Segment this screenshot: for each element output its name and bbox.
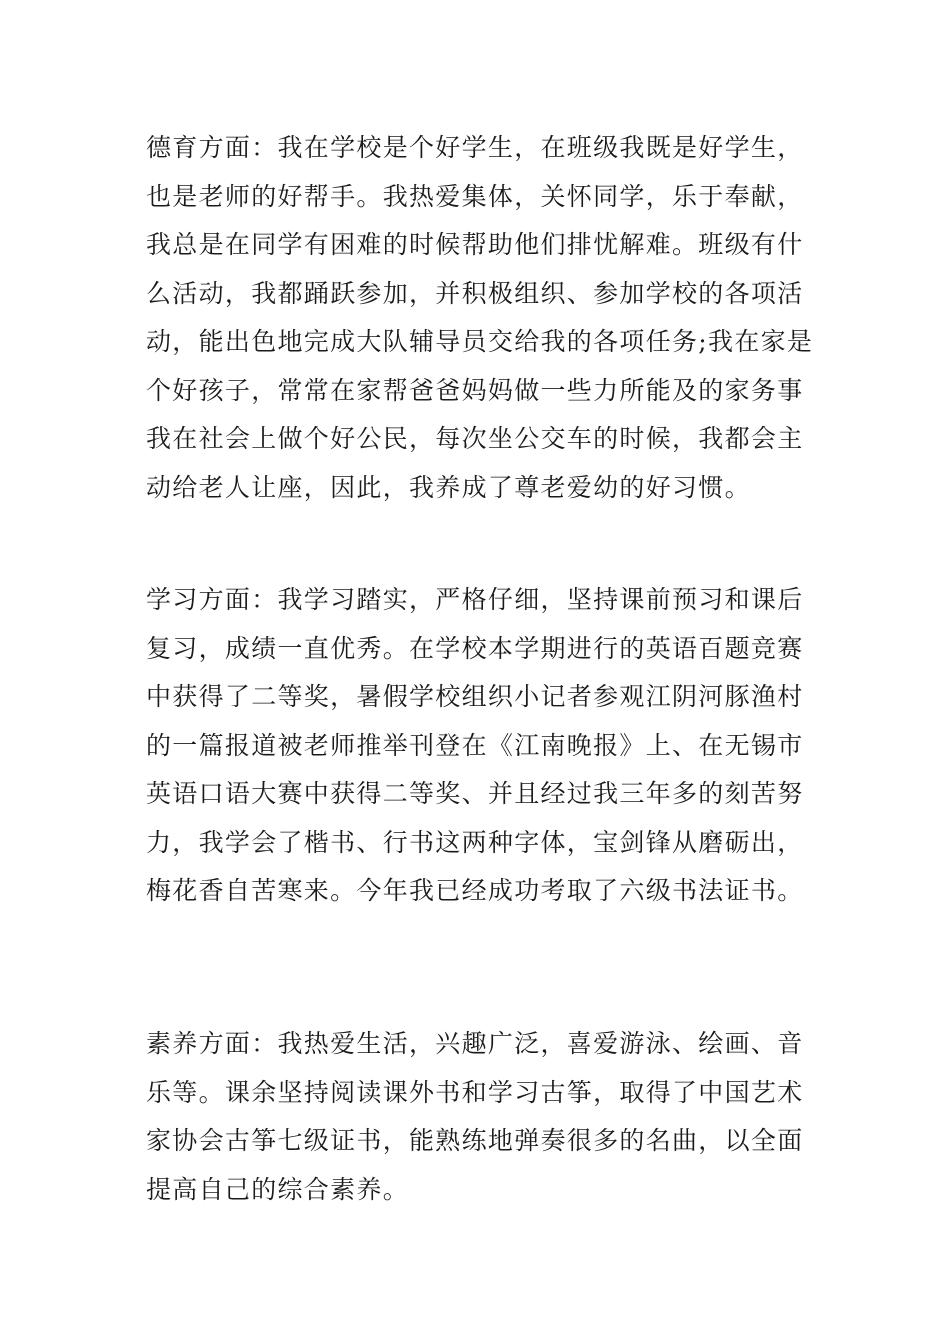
text-line: 动，能出色地完成大队辅导员交给我的各项任务;我在家是 [146, 327, 814, 356]
text-line: 我总是在同学有困难的时候帮助他们排忧解难。班级有什 [146, 230, 804, 259]
text-line: 乐等。课余坚持阅读课外书和学习古筝，取得了中国艺术 [146, 1077, 804, 1107]
text-line: 复习，成绩一直优秀。在学校本学期进行的英语百题竞赛 [146, 633, 804, 663]
text-line: 我在社会上做个好公民，每次坐公交车的时候，我都会主 [146, 424, 804, 453]
text-line: 也是老师的好帮手。我热爱集体，关怀同学，乐于奉献， [146, 181, 804, 211]
text-line: 个好孩子，常常在家帮爸爸妈妈做一些力所能及的家务事 [146, 375, 804, 405]
paragraph-study [146, 576, 806, 916]
text-line: 么活动，我都踊跃参加，并积极组织、参加学校的各项活 [146, 278, 804, 308]
text-line: 英语口语大赛中获得二等奖、并且经过我三年多的刻苦努 [146, 779, 804, 808]
text-line: 的一篇报道被老师推举刊登在《江南晚报》上、在无锡市 [146, 730, 804, 760]
paragraph-moral-education [146, 124, 814, 512]
text-line: 德育方面：我在学校是个好学生，在班级我既是好学生， [146, 133, 804, 162]
text-line: 中获得了二等奖，暑假学校组织小记者参观江阴河豚渔村 [146, 682, 804, 711]
text-line: 素养方面：我热爱生活，兴趣广泛，喜爱游泳、绘画、音 [146, 1029, 804, 1058]
text-line: 家协会古筝七级证书，能熟练地弹奏很多的名曲，以全面 [146, 1126, 804, 1155]
text-line: 梅花香自苦寒来。今年我已经成功考取了六级书法证书。 [146, 876, 804, 905]
paragraph-accomplishment [146, 1020, 806, 1214]
text-line: 动给老人让座，因此，我养成了尊老爱幼的好习惯。 [146, 472, 751, 502]
text-line: 学习方面：我学习踏实，严格仔细，坚持课前预习和课后 [146, 585, 804, 614]
text-line: 提高自己的综合素养。 [146, 1174, 410, 1204]
text-line: 力，我学会了楷书、行书这两种字体，宝剑锋从磨砺出， [146, 827, 804, 857]
